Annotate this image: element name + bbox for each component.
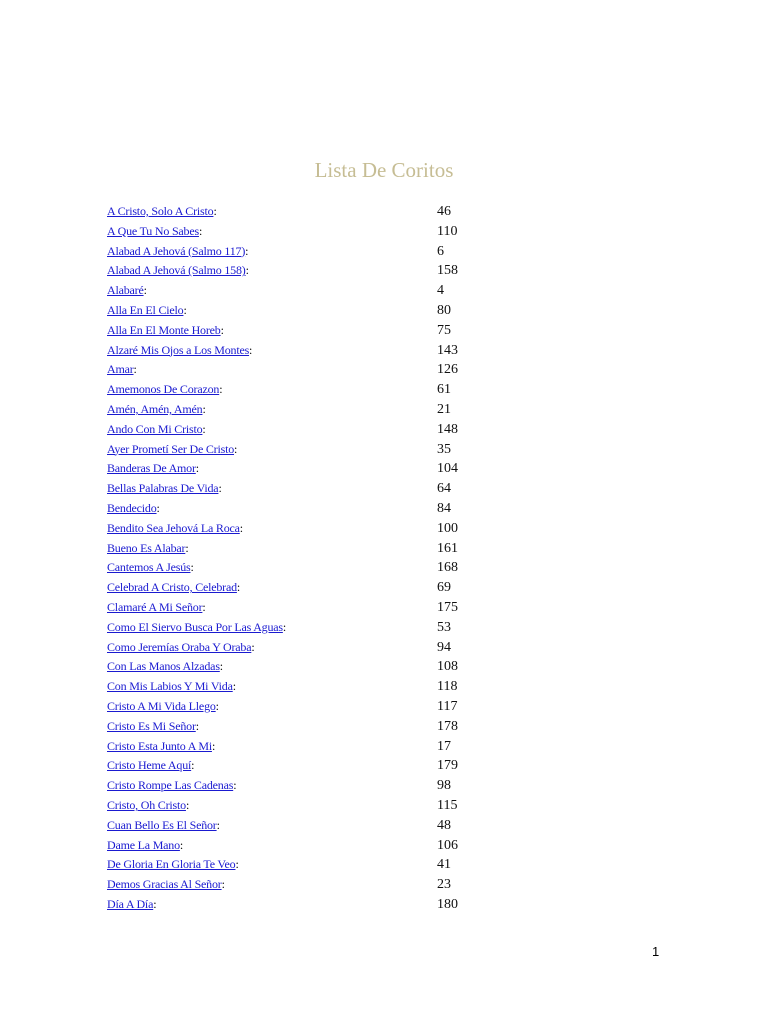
song-link[interactable]: Cristo, Oh Cristo	[107, 797, 186, 812]
page-reference: 69	[437, 580, 451, 596]
list-item	[107, 816, 487, 836]
list-item	[107, 855, 487, 875]
song-link[interactable]: Cristo Es Mi Señor	[107, 718, 196, 733]
list-item	[107, 598, 487, 618]
page-reference: 110	[437, 223, 458, 239]
entry-title: Cristo Heme Aquí:	[107, 758, 195, 773]
song-link[interactable]: Con Mis Labios Y Mi Vida	[107, 679, 233, 694]
song-link[interactable]: Alabaré	[107, 283, 144, 298]
entry-title: Ando Con Mi Cristo:	[107, 421, 206, 436]
entry-title: Con Las Manos Alzadas:	[107, 659, 223, 674]
song-link[interactable]: Cantemos A Jesús	[107, 560, 191, 575]
song-link[interactable]: Clamaré A Mi Señor	[107, 599, 203, 614]
entry-title: Cristo A Mi Vida Llego:	[107, 698, 219, 713]
page-reference: 161	[437, 540, 458, 556]
list-item	[107, 479, 487, 499]
entry-title: Celebrad A Cristo, Celebrad:	[107, 580, 241, 595]
song-link[interactable]: Con Las Manos Alzadas	[107, 659, 220, 674]
song-link[interactable]: Bendito Sea Jehová La Roca	[107, 520, 240, 535]
entry-title: Alzaré Mis Ojos a Los Montes:	[107, 342, 253, 357]
song-link[interactable]: Dame La Mano	[107, 837, 180, 852]
entry-title: Bueno Es Alabar:	[107, 540, 189, 555]
page-reference: 158	[437, 263, 458, 279]
song-link[interactable]: Como Jeremías Oraba Y Oraba	[107, 639, 252, 654]
list-item	[107, 440, 487, 460]
song-link[interactable]: De Gloria En Gloria Te Veo	[107, 857, 236, 872]
list-item	[107, 836, 487, 856]
entry-title: A Cristo, Solo A Cristo:	[107, 204, 217, 218]
song-link[interactable]: Ando Con Mi Cristo	[107, 421, 203, 436]
song-link[interactable]: Día A Día	[107, 896, 154, 911]
list-item	[107, 717, 487, 737]
list-item	[107, 222, 487, 242]
song-link[interactable]: Alabad A Jehová (Salmo 158)	[107, 263, 246, 278]
list-item	[107, 242, 487, 262]
page-reference: 178	[437, 718, 458, 734]
list-item	[107, 202, 487, 222]
entry-title: Cristo Es Mi Señor:	[107, 718, 199, 733]
list-item	[107, 420, 487, 440]
list-item	[107, 677, 487, 697]
entry-title: Cristo Esta Junto A Mi:	[107, 738, 216, 753]
page-reference: 118	[437, 679, 458, 695]
entry-title: Amar:	[107, 362, 137, 377]
entry-title: Cuan Bello Es El Señor:	[107, 817, 220, 832]
entry-title: Alabaré:	[107, 283, 147, 298]
song-link[interactable]: A Que Tu No Sabes	[107, 223, 199, 238]
page-reference: 94	[437, 639, 451, 655]
entry-title: De Gloria En Gloria Te Veo:	[107, 857, 239, 872]
list-item	[107, 341, 487, 361]
page-reference: 35	[437, 441, 451, 457]
page-reference: 179	[437, 758, 458, 774]
list-item	[107, 400, 487, 420]
song-index-list	[107, 202, 487, 915]
entry-title: Bendito Sea Jehová La Roca:	[107, 520, 243, 535]
page-reference: 98	[437, 778, 451, 794]
page-reference: 80	[437, 302, 451, 318]
list-item	[107, 519, 487, 539]
page-reference: 117	[437, 698, 458, 714]
page-reference: 126	[437, 362, 458, 378]
song-link[interactable]: Bellas Palabras De Vida	[107, 481, 219, 496]
song-link[interactable]: Alzaré Mis Ojos a Los Montes	[107, 342, 250, 357]
song-link[interactable]: Cristo Rompe Las Cadenas	[107, 778, 234, 793]
list-item	[107, 321, 487, 341]
song-link[interactable]: Como El Siervo Busca Por Las Aguas	[107, 619, 283, 634]
page-number: 1	[652, 944, 660, 959]
page-title: Lista De Coritos	[314, 158, 454, 182]
page-reference: 100	[437, 520, 458, 536]
list-item	[107, 657, 487, 677]
entry-title: Con Mis Labios Y Mi Vida:	[107, 679, 236, 694]
list-item	[107, 875, 487, 895]
list-item	[107, 261, 487, 281]
list-item	[107, 360, 487, 380]
entry-title: Alla En El Cielo:	[107, 302, 187, 317]
list-item	[107, 618, 487, 638]
song-link[interactable]: Alla En El Monte Horeb	[107, 322, 221, 337]
entry-title: Amén, Amén, Amén:	[107, 401, 206, 416]
entry-title: Alabad A Jehová (Salmo 117):	[107, 243, 249, 258]
song-link[interactable]: A Cristo, Solo A Cristo	[107, 204, 214, 218]
song-link[interactable]: Bueno Es Alabar	[107, 540, 186, 555]
list-item	[107, 558, 487, 578]
list-item	[107, 796, 487, 816]
page-reference: 106	[437, 837, 458, 853]
entry-title: A Que Tu No Sabes:	[107, 223, 203, 238]
entry-title: Demos Gracias Al Señor:	[107, 877, 225, 892]
page-reference: 143	[437, 342, 458, 358]
entry-title: Día A Día:	[107, 896, 157, 911]
song-link[interactable]: Celebrad A Cristo, Celebrad	[107, 580, 237, 595]
page-reference: 61	[437, 382, 451, 398]
list-item	[107, 895, 487, 915]
page-reference: 48	[437, 817, 451, 833]
entry-title: Bendecido:	[107, 500, 160, 515]
page-reference: 46	[437, 204, 451, 219]
entry-title: Como Jeremías Oraba Y Oraba:	[107, 639, 255, 654]
page-reference: 84	[437, 500, 451, 516]
page-reference: 148	[437, 421, 458, 437]
page-reference: 4	[437, 283, 444, 299]
page-reference: 6	[437, 243, 444, 259]
page-reference: 180	[437, 896, 458, 912]
song-link[interactable]: Cristo A Mi Vida Llego	[107, 698, 216, 713]
song-link[interactable]: Bendecido	[107, 500, 157, 515]
page-reference: 168	[437, 560, 458, 576]
list-item	[107, 301, 487, 321]
entry-title: Alla En El Monte Horeb:	[107, 322, 224, 337]
page-reference: 115	[437, 797, 458, 813]
song-link[interactable]: Alabad A Jehová (Salmo 117)	[107, 243, 246, 258]
song-link[interactable]: Amemonos De Corazon	[107, 382, 220, 397]
list-item	[107, 578, 487, 598]
list-item	[107, 281, 487, 301]
page-reference: 75	[437, 322, 451, 338]
entry-title: Banderas De Amor:	[107, 461, 199, 476]
entry-title: Bellas Palabras De Vida:	[107, 481, 222, 496]
page-reference: 53	[437, 619, 451, 635]
list-item	[107, 380, 487, 400]
song-link[interactable]: Alla En El Cielo	[107, 302, 184, 317]
entry-title: Cantemos A Jesús:	[107, 560, 194, 575]
song-link[interactable]: Cristo Esta Junto A Mi	[107, 738, 212, 753]
song-link[interactable]: Amén, Amén, Amén	[107, 401, 203, 416]
song-link[interactable]: Cristo Heme Aquí	[107, 758, 192, 773]
page-reference: 108	[437, 659, 458, 675]
entry-title: Alabad A Jehová (Salmo 158):	[107, 263, 249, 278]
list-item	[107, 638, 487, 658]
list-item	[107, 459, 487, 479]
song-link[interactable]: Cuan Bello Es El Señor	[107, 817, 217, 832]
entry-title: Amemonos De Corazon:	[107, 382, 223, 397]
list-item	[107, 776, 487, 796]
entry-title: Cristo, Oh Cristo:	[107, 797, 190, 812]
entry-title: Clamaré A Mi Señor:	[107, 599, 206, 614]
list-item	[107, 539, 487, 559]
page-reference: 104	[437, 461, 458, 477]
song-link[interactable]: Amar	[107, 362, 134, 377]
list-item	[107, 697, 487, 717]
page-reference: 175	[437, 599, 458, 615]
entry-title: Dame La Mano:	[107, 837, 184, 852]
list-item	[107, 756, 487, 776]
entry-title: Como El Siervo Busca Por Las Aguas:	[107, 619, 286, 634]
page-reference: 41	[437, 857, 451, 873]
page-reference: 23	[437, 877, 451, 893]
list-item	[107, 737, 487, 757]
entry-title: Ayer Prometí Ser De Cristo:	[107, 441, 238, 456]
song-link[interactable]: Demos Gracias Al Señor	[107, 877, 222, 892]
song-link[interactable]: Ayer Prometí Ser De Cristo	[107, 441, 235, 456]
entry-title: Cristo Rompe Las Cadenas:	[107, 778, 237, 793]
page-reference: 64	[437, 481, 451, 497]
list-item	[107, 499, 487, 519]
page-reference: 21	[437, 401, 451, 417]
song-link[interactable]: Banderas De Amor	[107, 461, 196, 476]
page-reference: 17	[437, 738, 451, 754]
